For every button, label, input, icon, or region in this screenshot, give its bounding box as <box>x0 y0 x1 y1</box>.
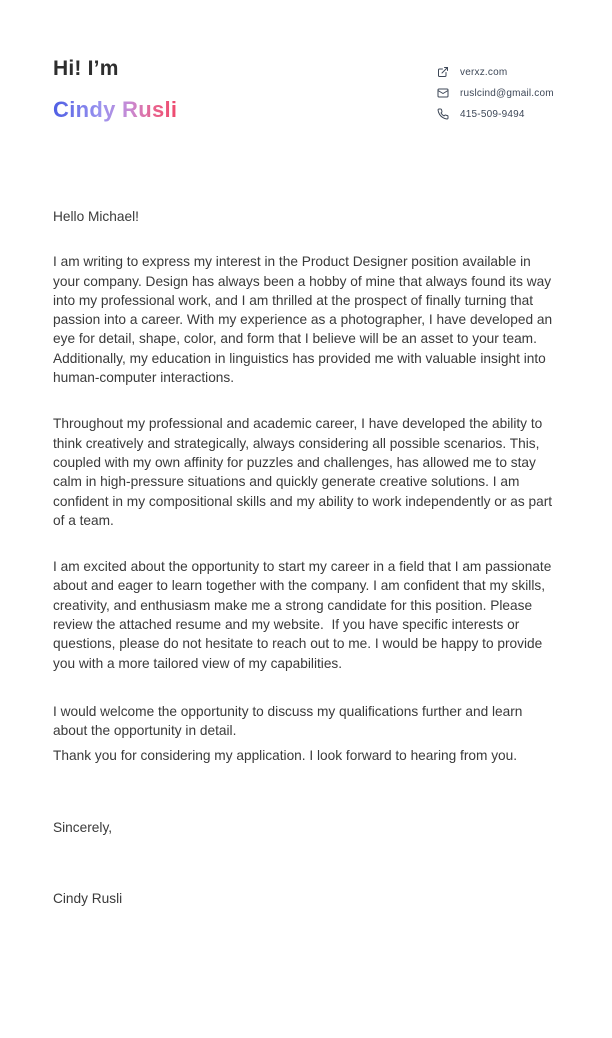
salutation: Hello Michael! <box>53 209 139 224</box>
contact-phone-label: 415-509-9494 <box>460 108 525 120</box>
external-link-icon <box>437 66 449 78</box>
closing: Sincerely, <box>53 819 113 835</box>
contact-phone-link[interactable] <box>437 108 554 120</box>
paragraph-4: I would welcome the opportunity to discuss my qualifications further and learn about the opportunity in detail. <box>53 703 531 739</box>
paragraph-5: Thank you for considering my application. I look forward to hearing from you. <box>53 747 518 763</box>
letter-body <box>53 207 557 908</box>
greeting-heading: Hi! I’m <box>53 57 119 80</box>
signature-name: Cindy Rusli <box>53 891 123 907</box>
paragraph-2: Throughout my professional and academic career, I have developed the ability to think creatively and strategically, always considering all possible scenarios. This, coupled with my own affinity for puzzles and challenges, has allowed me to stay calm in high-pressure situations and quickly generate creative solutions. I am confident in my compositional skills and my ability to work independently or as part of a team. <box>53 416 556 528</box>
paragraph-1: I am writing to express my interest in the Product Designer position available in your company. Design has always been a hobby of mine that always found its way into my professional work, and I am thrilled at the prospect of finally turning that passion into a career. With my experience as a photographer, I have developed an eye for detail, shape, color, and form that I believe will be an asset to your team. Additionally, my education in linguistics has provided me with valuable insight into human-computer interactions. <box>53 254 556 386</box>
applicant-name-heading: Cindy Rusli <box>53 97 178 122</box>
phone-icon <box>437 108 449 120</box>
contact-website-link[interactable] <box>437 66 554 78</box>
contact-website-label: verxz.com <box>460 66 508 78</box>
contact-email-label: ruslcind@gmail.com <box>460 87 554 99</box>
contact-email-link[interactable] <box>437 87 554 99</box>
paragraph-3: I am excited about the opportunity to start my career in a field that I am passionate about and eager to learn together with the company. I am confident that my skills, creativity, and enthusiasm make me a strong candidate for this position. Please review the attached resume and my website. If you have specific interests or questions, please do not hesitate to reach out to me. I would be happy to provide you with a more tailored view of my capabilities. <box>53 559 556 671</box>
contact-info-block <box>437 66 554 120</box>
mail-icon <box>437 87 449 99</box>
